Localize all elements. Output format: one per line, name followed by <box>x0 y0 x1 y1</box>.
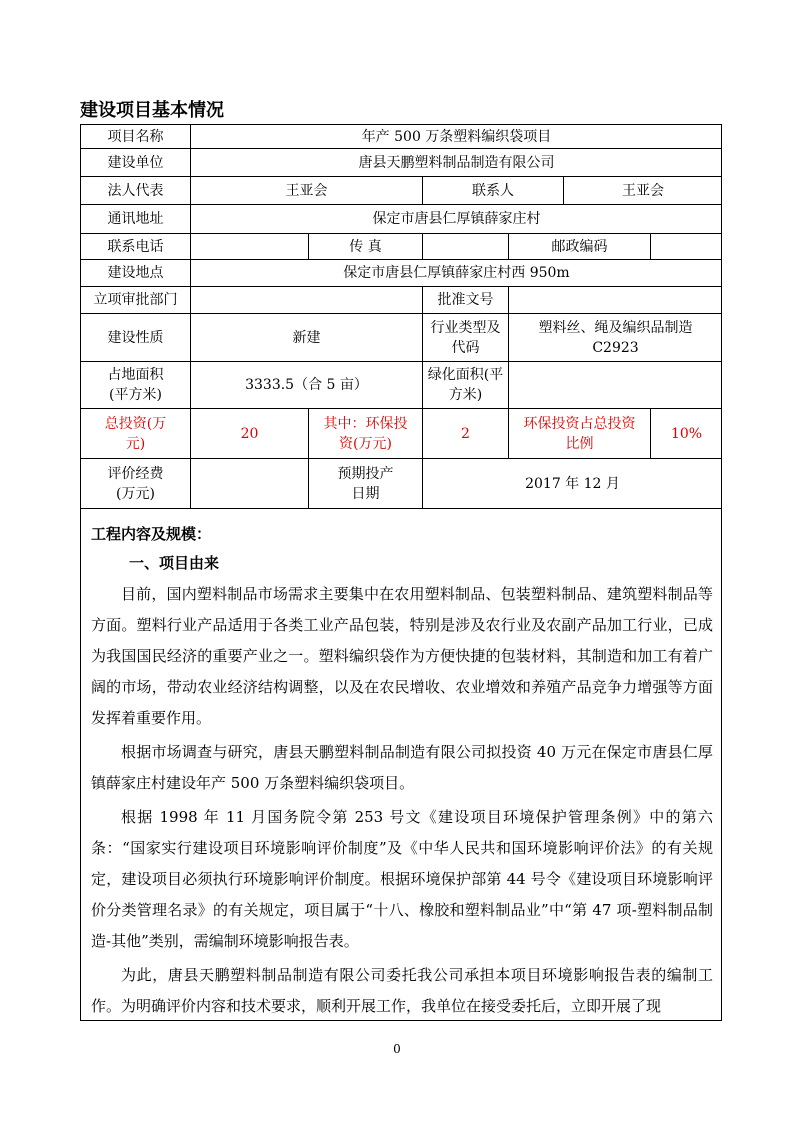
address-label: 通讯地址 <box>81 205 191 234</box>
env-ratio-value: 10% <box>651 409 722 459</box>
content-subheading: 一、项目由来 <box>129 554 220 572</box>
env-ratio-label: 环保投资占总投资比例 <box>509 409 651 459</box>
paragraph: 为此，唐县天鹏塑料制品制造有限公司委托我公司承担本项目环境影响报告表的编制工作。为明确评价内容和技术要求，顺利开展工作，我单位在接受委托后，立即开展了现 <box>91 966 713 1015</box>
start-date-label: 预期投产日期 <box>309 459 423 509</box>
approval-dept-label: 立项审批部门 <box>81 287 191 314</box>
builder-value: 唐县天鹏塑料制品制造有限公司 <box>191 149 722 177</box>
site-label: 建设地点 <box>81 260 191 287</box>
postcode-value <box>651 234 722 260</box>
address-value: 保定市唐县仁厚镇薛家庄村 <box>191 205 722 234</box>
env-invest-value: 2 <box>423 409 509 459</box>
legal-rep-value: 王亚会 <box>191 177 423 205</box>
builder-label: 建设单位 <box>81 149 191 177</box>
eval-fee-label: 评价经费(万元) <box>81 459 191 509</box>
project-info-table <box>81 125 722 511</box>
env-invest-label: 其中：环保投资(万元) <box>309 409 423 459</box>
eval-fee-value <box>191 459 309 509</box>
project-name-label: 项目名称 <box>81 125 191 149</box>
postcode-label: 邮政编码 <box>509 234 651 260</box>
content-body <box>81 511 722 1021</box>
approval-no-label: 批准文号 <box>423 287 509 314</box>
start-date-value: 2017 年 12 月 <box>423 459 722 509</box>
total-invest-value: 20 <box>191 409 309 459</box>
legal-rep-label: 法人代表 <box>81 177 191 205</box>
nature-value: 新建 <box>191 314 423 362</box>
total-invest-label: 总投资(万元) <box>81 409 191 459</box>
approval-no-value <box>509 287 722 314</box>
fax-value <box>423 234 509 260</box>
content-heading: 工程内容及规模： <box>91 525 212 543</box>
paragraph: 目前，国内塑料制品市场需求主要集中在农用塑料制品、包装塑料制品、建筑塑料制品等方面。塑料行业产品适用于各类工业产品包装，特别是涉及农行业及农副产品加工行业，已成为我国国民经济的重要产业之一。塑料编织袋作为方便快捷的包装材料，其制造和加工有着广阔的市场，带动农业经济结构调整，以及在农民增收、农业增效和养殖产品竞争力增强等方面发挥着重要作用。 <box>91 585 713 727</box>
nature-label: 建设性质 <box>81 314 191 362</box>
contact-label: 联系人 <box>423 177 564 205</box>
paragraph: 根据市场调查与研究，唐县天鹏塑料制品制造有限公司拟投资 40 万元在保定市唐县仁厚镇薛家庄村建设年产 500 万条塑料编织袋项目。 <box>91 743 713 792</box>
project-info-frame <box>80 124 722 1021</box>
industry-value: 塑料丝、绳及编织品制造 C2923 <box>509 314 722 362</box>
fax-label: 传 真 <box>309 234 423 260</box>
green-value <box>509 362 722 409</box>
project-name-value: 年产 500 万条塑料编织袋项目 <box>191 125 722 149</box>
page-number: 0 <box>393 1042 401 1056</box>
area-value: 3333.5（合 5 亩） <box>191 362 423 409</box>
site-value: 保定市唐县仁厚镇薛家庄村西 950m <box>191 260 722 287</box>
paragraph: 根据 1998 年 11 月国务院令第 253 号文《建设项目环境保护管理条例》中的第六条：“国家实行建设项目环境影响评价制度”及《中华人民共和国环境影响评价法》的有关规定，建设项目必须执行环境影响评价制度。根据环境保护部第 44 号令《建设项目环境影响评价分类管理名录》的有关规定，项目属于“十八、橡胶和塑料制品业”中“第 47 项-塑料制品制造-其他”类别，需编制环境影响报告表。 <box>91 808 713 950</box>
phone-label: 联系电话 <box>81 234 191 260</box>
area-label: 占地面积(平方米) <box>81 362 191 409</box>
industry-label: 行业类型及代码 <box>423 314 509 362</box>
approval-dept-value <box>191 287 423 314</box>
green-label: 绿化面积(平方米) <box>423 362 509 409</box>
contact-value: 王亚会 <box>564 177 722 205</box>
phone-value <box>191 234 309 260</box>
section-title: 建设项目基本情况 <box>80 100 224 121</box>
